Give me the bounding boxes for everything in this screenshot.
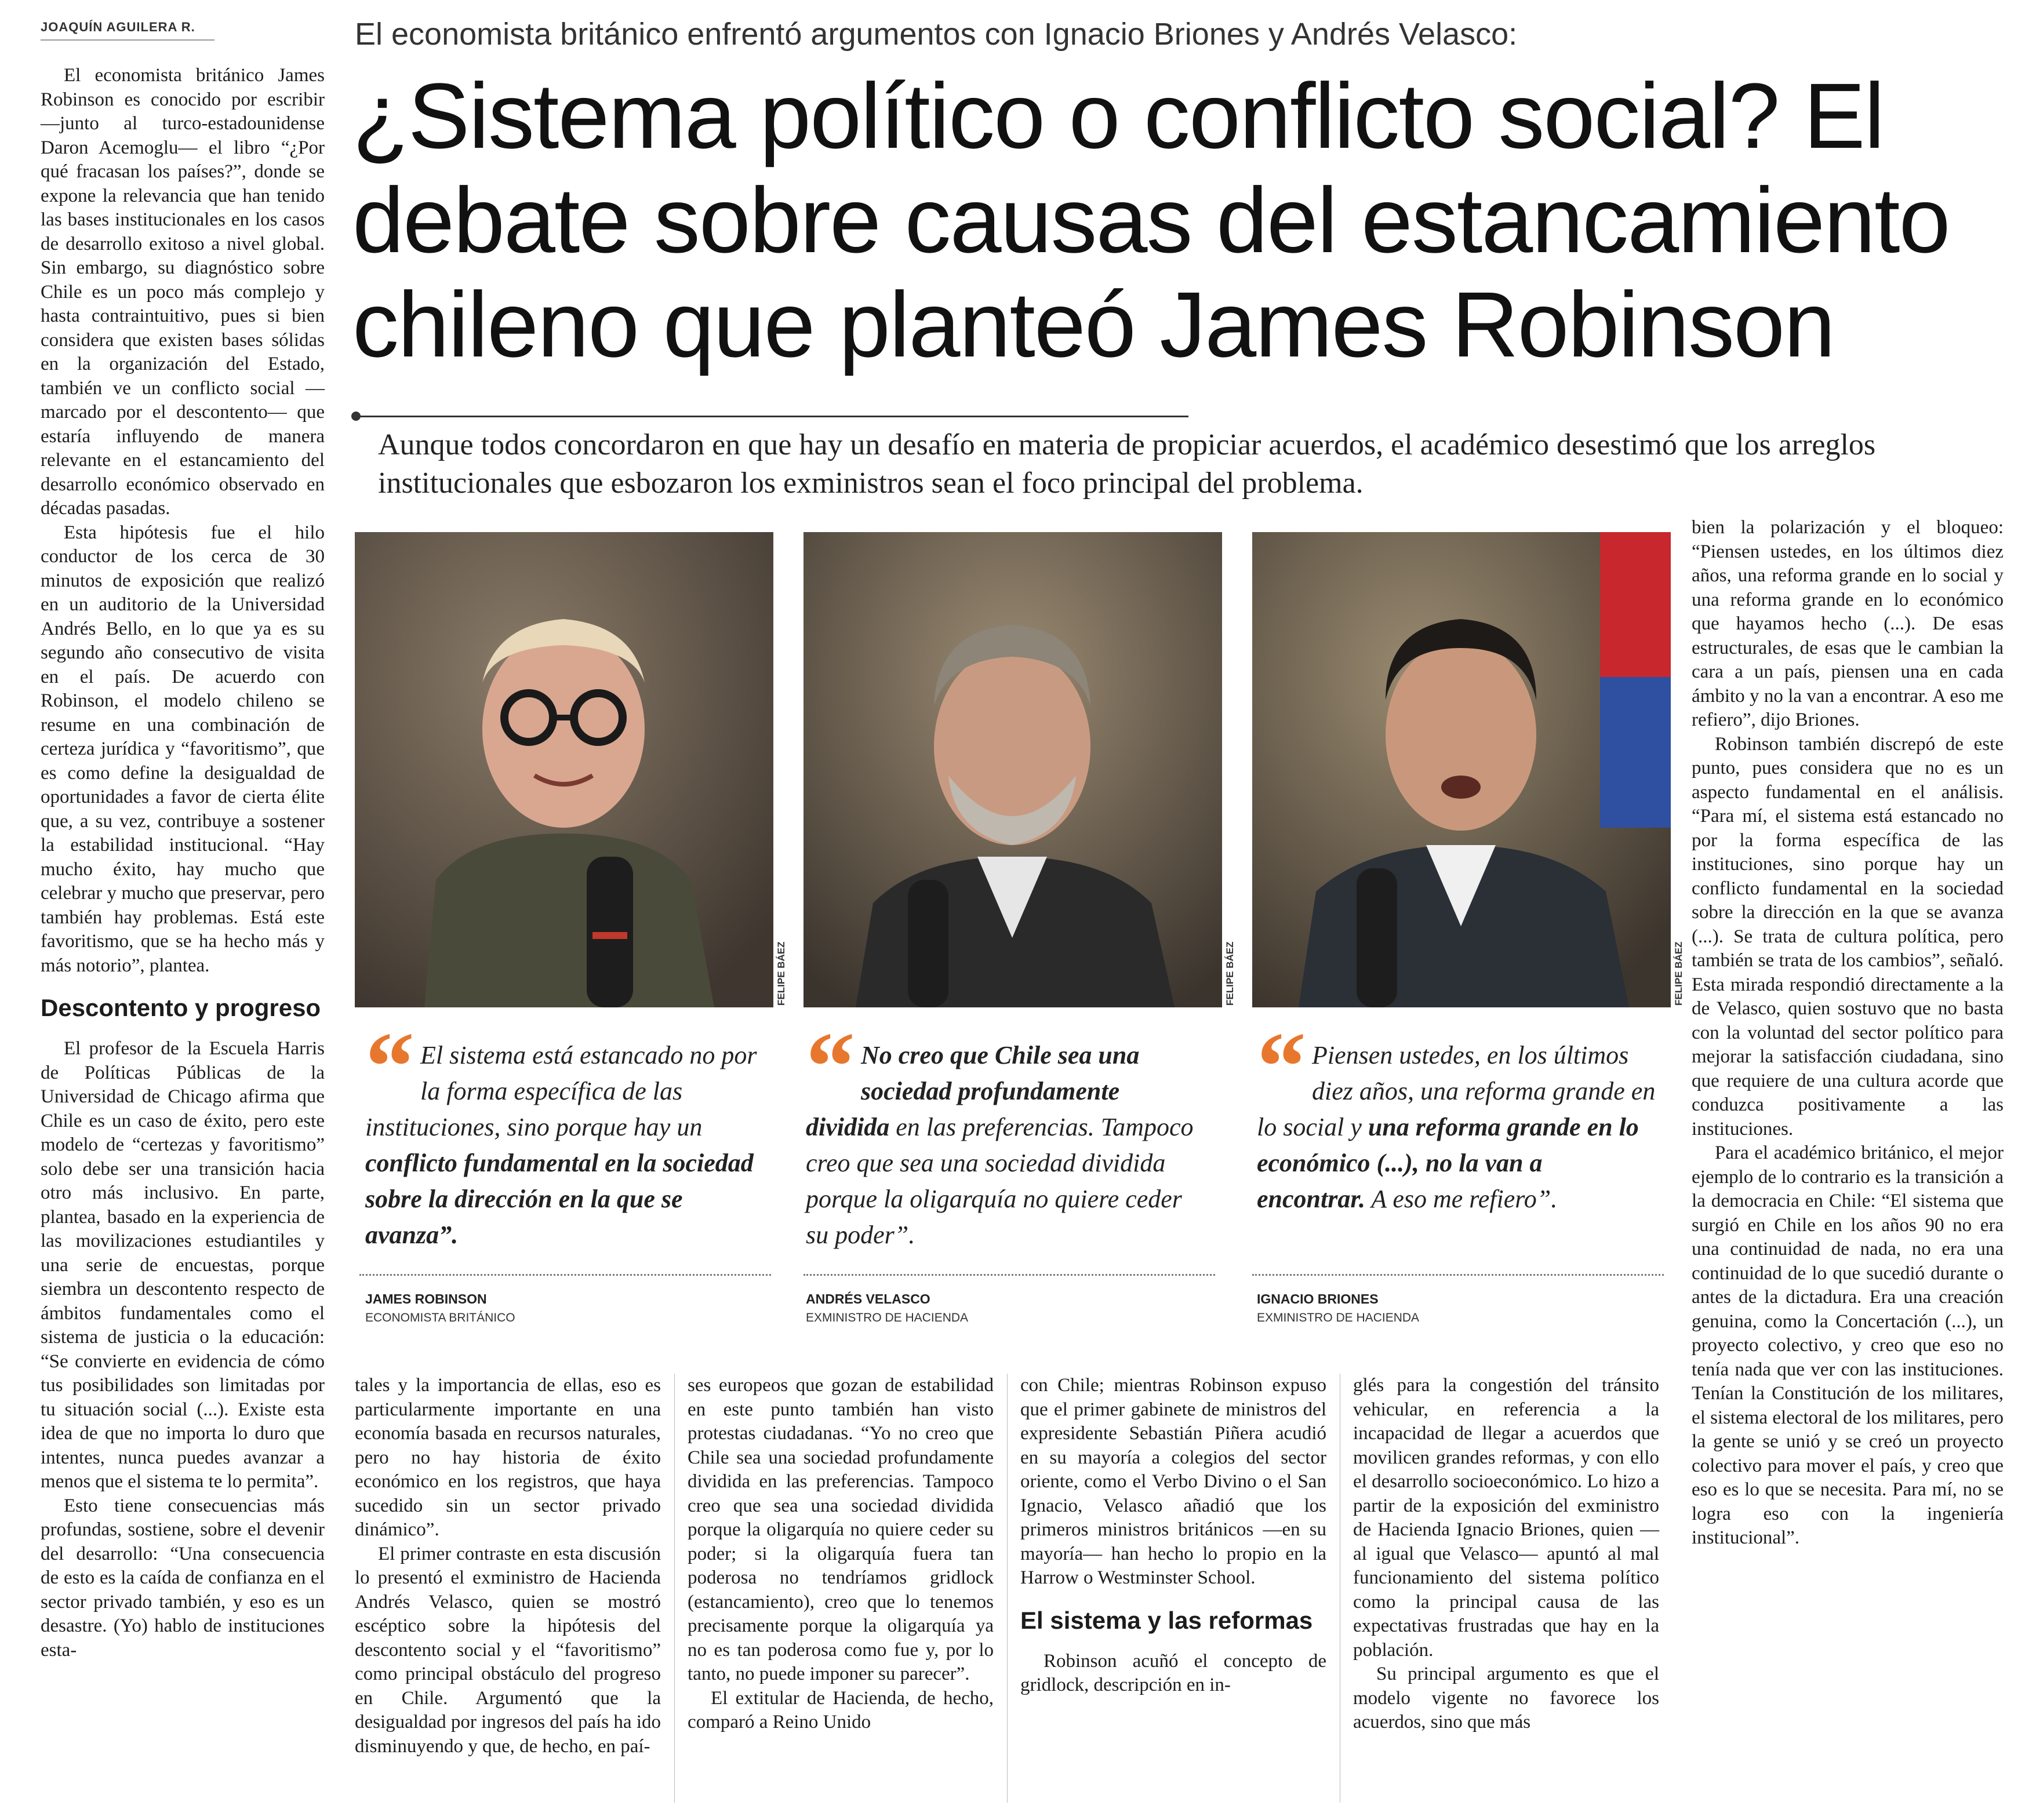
paragraph: bien la polarización y el bloqueo: “Piensen ustedes, en los últimos diez años, una reforma grande en lo social y una reforma grande en lo económico que hayamos hecho (...). De esas estructurales, de esas que le cambian la cara a un país, piensen una en cada ámbito y no la van a encontrar. A eso me refiero”, dijo Briones.	[1692, 517, 2004, 730]
quote-attribution-role: ECONOMISTA BRITÁNICO	[365, 1311, 515, 1324]
quote-text-bold: conflicto fundamental en la sociedad sobre la dirección en la que se avanza”.	[365, 1149, 754, 1249]
subheading: Descontento y progreso	[41, 994, 321, 1021]
subheading: El sistema y las reformas	[1020, 1606, 1313, 1634]
quote-divider	[1252, 1274, 1664, 1276]
paragraph: Su principal argumento es que el modelo vigente no favorece los acuerdos, sino que más	[1353, 1664, 1659, 1732]
paragraph: Robinson acuñó el concepto de gridlock, descripción en in-	[1020, 1650, 1326, 1695]
photo-ignacio-briones	[1252, 532, 1671, 1007]
byline: JOAQUÍN AGUILERA R.	[41, 20, 195, 34]
quote-text: Piensen ustedes, en los últimos diez años, una reforma grande en lo social y	[1257, 1041, 1656, 1141]
byline-rule	[41, 39, 214, 41]
pull-quote-velasco	[806, 1012, 1206, 1253]
body-column-5	[1353, 1374, 1659, 1735]
paragraph: El economista británico James Robinson es conocido por escribir —junto al turco-estadounidense Daron Acemoglu— el libro “¿Por qué fracasan los países?”, donde se expone la relevancia que han tenido las bases institucionales en los casos de desarrollo exitoso a nivel global. Sin embargo, su diagnóstico sobre Chile es un poco más complejo y hasta contraintuitivo, pues si bien considera que existen bases sólidas en la organización del Estado, también ve un conflicto social —marcado por el descontento— que estaría influyendo de manera relevante en el estancamiento del desarrollo económico observado en décadas pasadas.	[41, 65, 325, 519]
paragraph: ses europeos que gozan de estabilidad en este punto también han visto protestas ciudadanas. “Yo no creo que Chile sea una sociedad profundamente dividida en las preferencias. Tampoco creo que sea una sociedad dividida porque la oligarquía no quiere ceder su poder; si la oligarquía fuera tan poderosa no tendríamos gridlock (estancamiento), creo que lo tenemos precisamente porque la oligarquía ya no es tan poderosa como fue y, por lo tanto, no puede imponer su parecer”.	[688, 1375, 994, 1684]
deck-rule	[359, 416, 1188, 417]
portrait-velasco	[804, 532, 1222, 1007]
kicker: El economista británico enfrentó argumentos con Ignacio Briones y Andrés Velasco:	[355, 17, 1518, 52]
quote-mark-icon: “	[806, 1012, 855, 1121]
quote-attribution-role: EXMINISTRO DE HACIENDA	[1257, 1311, 1420, 1324]
quote-divider	[359, 1274, 771, 1276]
paragraph: El profesor de la Escuela Harris de Políticas Públicas de la Universidad de Chicago afirma que Chile es un caso de éxito, pero este modelo de “certezas y favoritismo” solo debe ser una transición hacia otro más inclusivo. En parte, plantea, basado en la experiencia de las movilizaciones estudiantiles y una serie de encuestas, porque siembra un descontento respecto de ámbitos fundamentales como el sistema de justicia o la educación: “Se convierte en evidencia de cómo tus posibilidades son limitadas por tu situación social (...). Existe esta idea de que no importa lo duro que intentes, nunca puedes avanzar a menos que el sistema te lo permita”.	[41, 1038, 325, 1492]
paragraph: Esto tiene consecuencias más profundas, sostiene, sobre el devenir del desarrollo: “Una consecuencia de esto es la caída de confianza en el sector privado también, y eso es un desastre. (Yo) hablo de instituciones esta-	[41, 1495, 325, 1661]
pull-quote-briones	[1257, 1012, 1657, 1217]
portrait-briones	[1252, 532, 1671, 1007]
quote-text-bold: una reforma grande en lo económico (...), no la van a encontrar.	[1257, 1113, 1639, 1213]
photo-andres-velasco	[804, 532, 1222, 1007]
quote-text: El sistema está estancado no por la forma específica de las instituciones, sino porque hay un	[365, 1041, 757, 1141]
paragraph: Para el académico británico, el mejor ejemplo de lo contrario es la transición a la democracia en Chile: “El sistema que surgió en Chile en los años 90 no era una continuidad de nada, no era una continuidad de lo que sucedió durante o antes de la dictadura. Era una creación genuina, como la Concertación (...), un proyecto colectivo, y creo que eso no tenía nada que ver con las instituciones. Tenían la Constitución de los militares, el sistema electoral de los militares, pero la gente se unió y se creó un proyecto colectivo para mover el país, y creo que eso es lo que se necesita. Para mí, no se logra eso con la ingeniería institucional”.	[1692, 1142, 2004, 1548]
headline: ¿Sistema político o conflicto social? El debate sobre causas del estancamiento chileno que planteó James Robinson	[352, 64, 1950, 376]
quote-text: en las preferencias. Tampoco creo que sea una sociedad dividida porque la oligarquía no quiere ceder su poder”.	[806, 1113, 1194, 1249]
body-column-1	[41, 64, 325, 1662]
column-divider	[674, 1374, 675, 1803]
quote-attribution-name: JAMES ROBINSON	[365, 1291, 487, 1306]
quote-mark-icon: “	[1257, 1012, 1306, 1121]
body-column-4	[1020, 1374, 1326, 1698]
quote-attribution-role: EXMINISTRO DE HACIENDA	[806, 1311, 969, 1324]
paragraph: tales y la importancia de ellas, eso es particularmente importante en una economía basada en recursos naturales, pero no hay historia de éxito económico en los registros, que haya sucedido sin un sector privado dinámico”.	[355, 1375, 661, 1540]
quote-divider	[804, 1274, 1215, 1276]
paragraph: Esta hipótesis fue el hilo conductor de los cerca de 30 minutos de exposición que realizó en un auditorio de la Universidad Andrés Bello, en lo que ya es su segundo año consecutivo de visita en el país. De acuerdo con Robinson, el modelo chileno se resume en una combinación de certeza jurídica y “favoritismo”, que es como define la desigualdad de oportunidades a favor de cierta élite que, a su vez, contribuye a sostener la estabilidad institucional. “Hay mucho éxito, hay mucho que celebrar y mucho que preservar, pero también hay problemas. Está este favoritismo, que se ha hecho más y más notorio”, plantea.	[41, 522, 325, 976]
body-column-3	[688, 1374, 994, 1735]
paragraph: El extitular de Hacienda, de hecho, comparó a Reino Unido	[688, 1687, 994, 1732]
quote-mark-icon: “	[365, 1012, 415, 1121]
deck: Aunque todos concordaron en que hay un desafío en materia de propiciar acuerdos, el académico desestimó que los arreglos institucionales que esbozaron los exministros sean el foco principal del problema.	[378, 428, 1876, 500]
body-column-6	[1692, 516, 2004, 1550]
body-column-2	[355, 1374, 661, 1759]
quote-text: A eso me refiero”.	[1365, 1185, 1558, 1213]
photo-james-robinson	[355, 532, 773, 1007]
paragraph: glés para la congestión del tránsito vehicular, en referencia a la incapacidad de llegar a acuerdos que movilicen grandes reformas, y con ello el desarrollo socioeconómico. Lo hizo a partir de la exposición del exministro de Hacienda Ignacio Briones, quien —al igual que Velasco— apuntó al mal funcionamiento del sistema político como la principal causa de las expectativas frustradas que hay en la población.	[1353, 1375, 1659, 1661]
quote-attribution-name: ANDRÉS VELASCO	[806, 1291, 930, 1306]
pull-quote-robinson	[365, 1012, 765, 1253]
column-divider	[1007, 1374, 1008, 1803]
paragraph: El primer contraste en esta discusión lo presentó el exministro de Hacienda Andrés Velasco, quien se mostró escéptico sobre la hipótesis del descontento social y el “favoritismo” como principal obstáculo del progreso en Chile. Argumentó que la desigualdad por ingresos del país ha ido disminuyendo y que, de hecho, en paí-	[355, 1543, 661, 1757]
portrait-robinson	[355, 532, 773, 1007]
paragraph: con Chile; mientras Robinson expuso que el primer gabinete de ministros del expresidente Sebastián Piñera acudió en su mayoría a colegios del sector oriente, como el Verbo Divino o el San Ignacio, Velasco añadió que los primeros ministros británicos —en su mayoría— han hecho lo propio en la Harrow o Westminster School.	[1020, 1375, 1326, 1588]
photo-credit: FELIPE BÁEZ	[1224, 941, 1235, 1006]
quote-attribution-name: IGNACIO BRIONES	[1257, 1291, 1379, 1306]
photo-credit: FELIPE BÁEZ	[1673, 941, 1684, 1006]
quote-text-bold: No creo que Chile sea una sociedad profundamente dividida	[806, 1041, 1140, 1141]
photo-credit: FELIPE BÁEZ	[776, 941, 787, 1006]
paragraph: Robinson también discrepó de este punto, pues considera que no es un aspecto fundamental en el análisis. “Para mí, el sistema está estancado no por la forma específica de las instituciones, sino porque hay un conflicto fundamental en la sociedad sobre la dirección en la que se avanza (...). Se trata de cultura política, pero también se trata de los cambios”, señaló. Esta mirada respondió directamente a la de Velasco, quien sostuvo que no basta con la voluntad del sector político para mejorar la satisfacción ciudadana, sino que requiere de una cultura acorde que conduzca positivamente a las instituciones.	[1692, 733, 2004, 1140]
